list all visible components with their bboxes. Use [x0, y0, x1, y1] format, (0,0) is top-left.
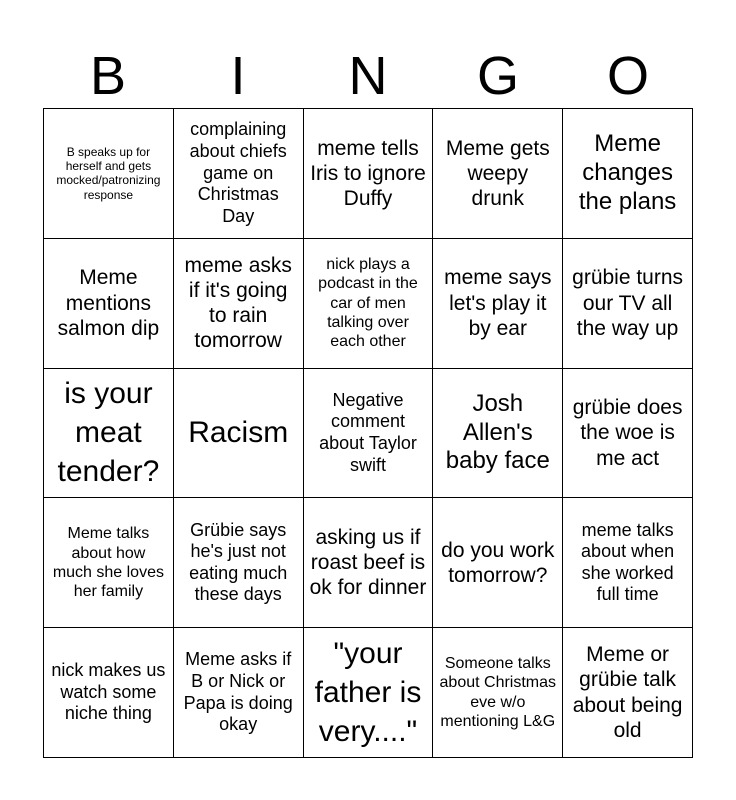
bingo-cell[interactable]: do you work tomorrow? — [433, 498, 563, 628]
bingo-grid — [43, 108, 693, 758]
header-letter-b: B — [89, 46, 127, 106]
bingo-cell[interactable]: Someone talks about Christmas eve w/o mentioning L&G — [433, 628, 563, 758]
header-letter-n: N — [348, 46, 388, 106]
bingo-cell[interactable]: Josh Allen's baby face — [433, 369, 563, 499]
bingo-cell[interactable]: Meme talks about how much she loves her family — [44, 498, 174, 628]
bingo-cell[interactable]: meme talks about when she worked full time — [563, 498, 693, 628]
bingo-cell[interactable]: Racism — [174, 369, 304, 499]
bingo-cell[interactable]: nick plays a podcast in the car of men talking over each other — [304, 239, 434, 369]
bingo-cell[interactable]: grübie does the woe is me act — [563, 369, 693, 499]
bingo-header — [43, 44, 693, 108]
bingo-cell[interactable]: is your meat tender? — [44, 369, 174, 499]
bingo-cell[interactable]: meme asks if it's going to rain tomorrow — [174, 239, 304, 369]
bingo-cell[interactable]: Meme or grübie talk about being old — [563, 628, 693, 758]
bingo-cell[interactable]: meme says let's play it by ear — [433, 239, 563, 369]
bingo-cell[interactable]: Negative comment about Taylor swift — [304, 369, 434, 499]
bingo-cell[interactable]: Grübie says he's just not eating much these days — [174, 498, 304, 628]
bingo-cell[interactable]: meme tells Iris to ignore Duffy — [304, 109, 434, 239]
bingo-cell[interactable]: complaining about chiefs game on Christmas Day — [174, 109, 304, 239]
bingo-cell[interactable]: Meme mentions salmon dip — [44, 239, 174, 369]
header-letter-i: I — [230, 46, 246, 106]
bingo-cell[interactable]: grübie turns our TV all the way up — [563, 239, 693, 369]
header-letter-g: G — [476, 46, 519, 106]
bingo-cell[interactable]: "your father is very...." — [304, 628, 434, 758]
bingo-cell[interactable]: Meme changes the plans — [563, 109, 693, 239]
header-letter-o: O — [606, 46, 649, 106]
bingo-cell[interactable]: asking us if roast beef is ok for dinner — [304, 498, 434, 628]
bingo-cell[interactable]: Meme asks if B or Nick or Papa is doing okay — [174, 628, 304, 758]
bingo-cell[interactable]: B speaks up for herself and gets mocked/patronizing response — [44, 109, 174, 239]
bingo-cell[interactable]: Meme gets weepy drunk — [433, 109, 563, 239]
bingo-cell[interactable]: nick makes us watch some niche thing — [44, 628, 174, 758]
